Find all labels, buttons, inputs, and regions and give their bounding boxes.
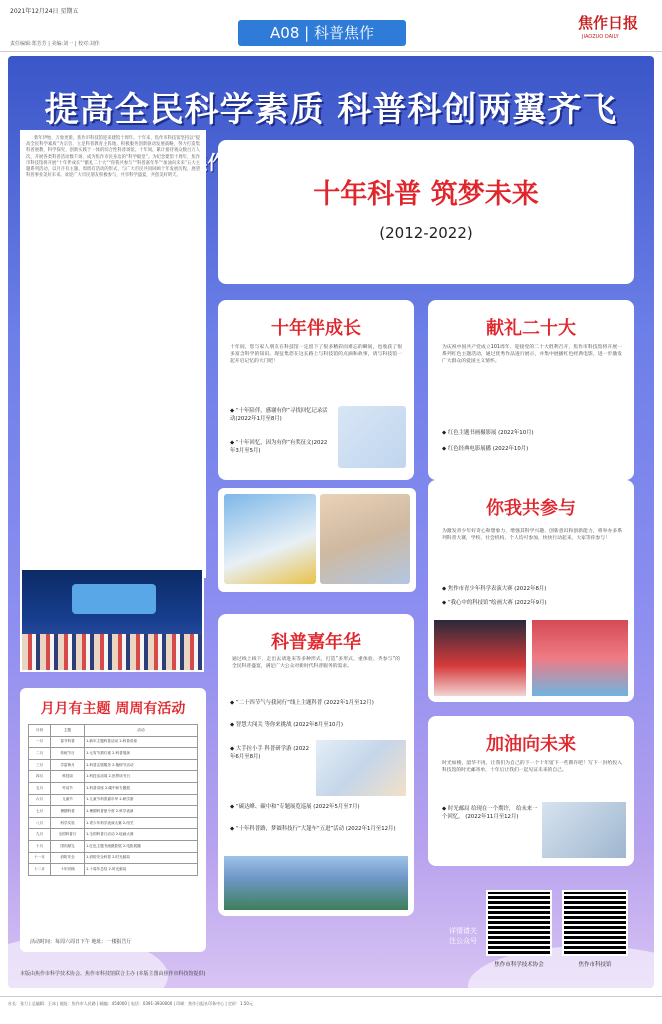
qr-caption: 焦作市科学技术协会 [494, 962, 544, 968]
schedule-body [29, 736, 198, 875]
newspaper-logo: 焦作日报 [578, 14, 639, 32]
kids-photo [338, 406, 406, 468]
theme-cell: 暑期科普 [51, 806, 85, 818]
theme-cell: 十年回顾 [51, 864, 85, 876]
growth-title: 十年伴成长 [271, 318, 361, 339]
growth-bullet: ◆ “十年回忆，因为有你”有奖征文(2022年3月至5月) [230, 440, 328, 454]
growth-card [218, 300, 414, 480]
table-row [29, 748, 198, 760]
stage-show-photo [532, 620, 628, 696]
month-cell: 十一月 [29, 852, 51, 864]
forward-text: 时光如梭，韶华不再，让我们为自己的下一个十年留下一些期许吧！写下一封给投入科技馆的时光邮寄单，十年后让我们一起见证未来的自己。 [442, 761, 622, 773]
tribute-bullet: ◆ 红色经典电影展播 (2022年10月) [442, 446, 529, 452]
masthead [0, 0, 662, 52]
qr-caption: 焦作市科技馆 [578, 962, 612, 968]
activity-cell: 1.十周年总结 2.时光邮局 [85, 864, 198, 876]
tribute-text: 为庆祝中国共产党成立101周年、迎接党的二十大胜利召开，焦作市科技馆将开展一系列红色主题活动，通过优秀作品进行展示，并集中展播红色经典电影，进一步激发广大群众的爱国主义情怀。 [442, 345, 622, 364]
tribute-bullet: ◆ 红色主题书画摄影展 (2022年10月) [442, 430, 534, 436]
performance-photo [434, 620, 526, 696]
follow-prompt: 详情请关注公众号 [449, 927, 477, 945]
month-cell: 七月 [29, 806, 51, 818]
activity-cell: 1.红色主题书画摄影展 2.电影展播 [85, 840, 198, 852]
carnival-title: 科普嘉年华 [271, 632, 361, 653]
theme-cell: 儿童节 [51, 794, 85, 806]
join-title: 你我共参与 [486, 498, 576, 519]
qr-pattern [488, 892, 550, 954]
date-line: 2021年12月24日 星期五 [10, 8, 79, 15]
month-cell: 二月 [29, 748, 51, 760]
stage-event-photo [20, 568, 204, 672]
growth-bullet: ◆ “十年陪伴，感谢有你”寻找回忆记录活动(2022年1月至8月) [230, 408, 328, 422]
theme-cell: 学雷锋月 [51, 759, 85, 771]
activity-cell: 1.消防安全科普 2.时光邮局 [85, 852, 198, 864]
month-cell: 三月 [29, 759, 51, 771]
activity-cell: 1.元宵节猜灯谜 2.科普展演 [85, 748, 198, 760]
activity-cell: 1.暑期科普夏令营 2.科学表演 [85, 806, 198, 818]
theme-cell: 消防安全 [51, 852, 85, 864]
header-month: 月份 [29, 725, 51, 737]
header-theme: 主题 [51, 725, 85, 737]
table-row [29, 852, 198, 864]
editor-line: 责任编辑:郑芳芳 | 美编:刘一 | 校对:刘佳 [10, 41, 100, 47]
month-cell: 八月 [29, 817, 51, 829]
qr-code-association[interactable] [486, 890, 552, 956]
month-cell: 六月 [29, 794, 51, 806]
sponsor-line: 本版由焦作市科学技术协会、焦作市科技馆联合主办 (本版主图由焦作市科技馆提供) [20, 971, 206, 977]
intro-text: 新年伊始，万象更新。焦作市科技馆迎来建馆十周年。十年来，焦作市科技馆坚持以“提高全民科学素质”为宗旨，立足科普教育主阵地，积极服务创新驱动发展战略，努力打造集科普展教、科学探究、创新实践于一体的综合性科普场馆。十年间，累计接待观众数百万人次，开展各类科普活动数千场，成为焦作市民身边的“科学殿堂”。为纪念建馆十周年，焦作市科技馆将开展“十年伴成长”“献礼二十大”“你我共参与”“科普嘉年华”“加油向未来”五大主题系列活动，以月月有主题、周周有活动的形式，与广大市民共同回顾十年发展历程，展望科普事业美好未来。欢迎广大市民朋友积极参与，共享科学盛宴，共创美好明天。 [26, 136, 200, 179]
month-cell: 四月 [29, 771, 51, 783]
carnival-text: 通过线上线下，走出去请进来等多种形式，打造“多形式、重体验、齐参与”的全民科普盛宴，满足广大公众对新时代科普服务的需求。 [232, 657, 400, 669]
schedule-note: 活动时间：每周六周日下午 地址：一楼报告厅 [30, 939, 132, 945]
activity-cell: 1.儿童节科普嘉年华 2.研学游 [85, 794, 198, 806]
audience-crowd [22, 634, 202, 670]
headline: 提高全民科学素质 科普科创两翼齐飞 [44, 90, 618, 130]
activity-cell: 1.科技活动周 2.世界读书日 [85, 771, 198, 783]
workshop-photo [320, 494, 410, 584]
forward-bullet: ◆ 时光邮局 给现在一个期许， 给未来一个回忆。 (2022年11月至12月) [442, 806, 538, 820]
carnival-bullet: ◆ “二十四节气与我同行”线上主题科普 (2022年1月至12月) [230, 700, 374, 706]
theme-cell: 科学实验 [51, 817, 85, 829]
classroom-photo [224, 494, 316, 584]
forward-card [428, 716, 634, 866]
table-row [29, 806, 198, 818]
tribute-title: 献礼二十大 [486, 318, 576, 339]
table-row [29, 829, 198, 841]
carnival-bullet: ◆ “十年科普路，梦圆科技行”大篷车“五进”活动 (2022年1月至12月) [230, 826, 396, 832]
activity-photos [218, 488, 416, 592]
intro-article [20, 130, 206, 578]
schedule-title: 月月有主题 周周有活动 [40, 701, 186, 717]
study-tour-photo [316, 740, 406, 796]
month-cell: 一月 [29, 736, 51, 748]
table-row [29, 759, 198, 771]
activity-cell: 1.全国科普日活动 2.绘画大赛 [85, 829, 198, 841]
schedule-table [28, 724, 198, 876]
join-text: 为激发青少年好奇心和想象力，增强其科学兴趣、创新意识和创新能力，将举办多系列科普大赛，学校、社会机构、个人均可参加，快快行动起来，大家等你参与！ [442, 529, 622, 541]
table-row [29, 771, 198, 783]
month-cell: 十二月 [29, 864, 51, 876]
theme-cell: 传统节日 [51, 748, 85, 760]
table-row [29, 794, 198, 806]
header-activity: 活动 [85, 725, 198, 737]
join-card [428, 480, 634, 702]
carnival-bullet: ◆ 大手拉小手 科普研学游 (2022年6月至8月) [230, 746, 310, 760]
table-row [29, 736, 198, 748]
outdoor-event-photo [224, 856, 408, 910]
activity-cell: 1.科普志愿服务 2.植树节活动 [85, 759, 198, 771]
table-row [29, 864, 198, 876]
main-theme-card [218, 140, 634, 284]
activity-cell: 1.科普讲座 2.碳中和专题展 [85, 782, 198, 794]
activity-cell: 1.青少年科学表演大赛 2.闯关 [85, 817, 198, 829]
join-bullet: ◆ “我心中的科技馆”绘画大赛 (2022年9月) [442, 600, 547, 606]
growth-text: 十年间，您与家人朋友在科技馆一定留下了很多精彩而难忘的瞬间，也收获了很多富含科学的知识。现征集您在这长路上与科技馆的点滴和故事，请与科技馆一起开启记忆的大门吧！ [230, 345, 402, 364]
main-theme-title: 十年科普 筑梦未来 [313, 179, 539, 210]
mailbox-photo [542, 802, 626, 858]
activity-cell: 1.新年主题科普活动 2.科普讲座 [85, 736, 198, 748]
table-row [29, 840, 198, 852]
schedule-header-row [29, 725, 198, 737]
qr-code-museum[interactable] [562, 890, 628, 956]
carnival-bullet: ◆ 智慧大闯关 等你来挑战 (2022年8月至10月) [230, 722, 343, 728]
month-cell: 五月 [29, 782, 51, 794]
carnival-card [218, 614, 414, 916]
stage-screen [72, 584, 156, 614]
years-range: (2012-2022) [379, 224, 473, 242]
forward-title: 加油向未来 [486, 734, 576, 755]
qr-pattern [564, 892, 626, 954]
theme-cell: 科技周 [51, 771, 85, 783]
monthly-schedule-card [20, 688, 206, 952]
table-row [29, 817, 198, 829]
join-bullet: ◆ 焦作市青少年科学表演大赛 (2022年8月) [442, 586, 547, 592]
month-cell: 九月 [29, 829, 51, 841]
theme-cell: 春节科普 [51, 736, 85, 748]
theme-cell: 劳动节 [51, 782, 85, 794]
table-row [29, 782, 198, 794]
theme-cell: 全国科普日 [51, 829, 85, 841]
imprint-bar: 社长：张力 | 总编辑：王冰 | 地址：焦作市人民路 | 邮编：454000 | 电话：0391-3930000 | 印刷：焦作日报社印务中心 | 定价：1.50元 [0, 996, 662, 1024]
theme-cell: 国庆献礼 [51, 840, 85, 852]
section-tab: A08 | 科普焦作 [238, 20, 406, 46]
newspaper-logo-sub: JIAOZUO DAILY [582, 34, 619, 40]
carnival-bullet: ◆ “碳达峰、碳中和”专题展览巡展 (2022年5月至7月) [230, 804, 360, 810]
tribute-card [428, 300, 634, 480]
month-cell: 十月 [29, 840, 51, 852]
